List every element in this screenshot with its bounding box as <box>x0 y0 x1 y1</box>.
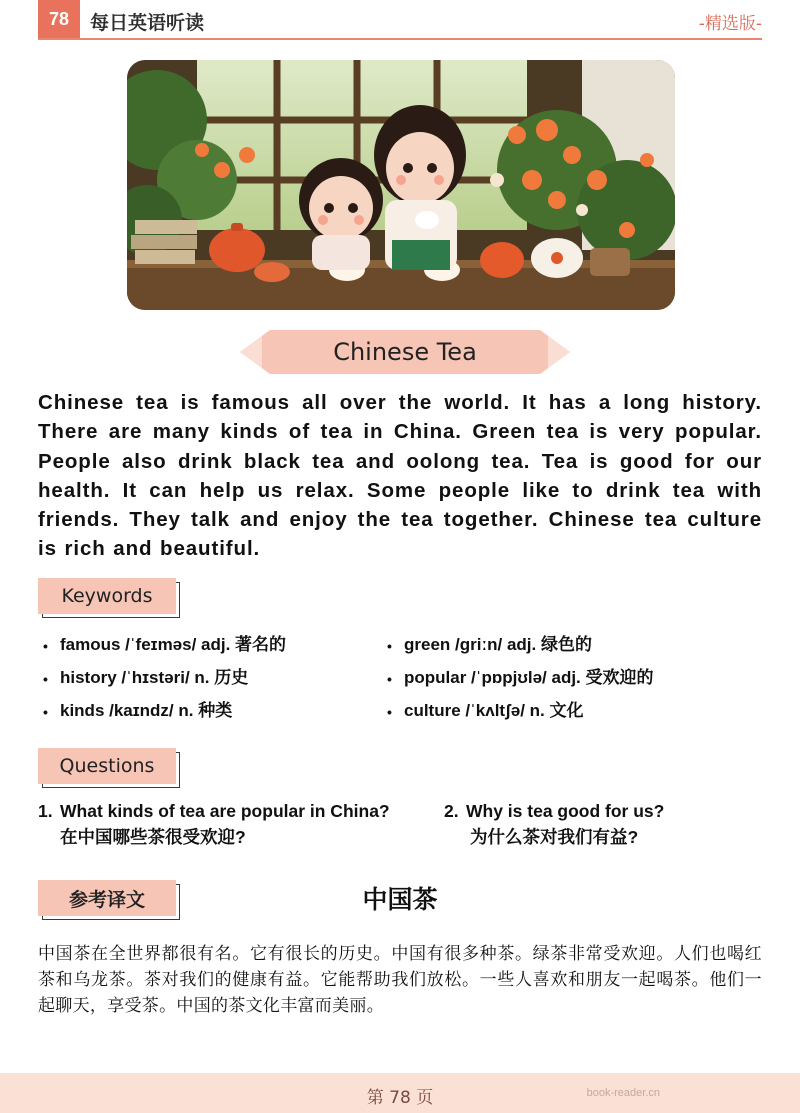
page-number-badge: 78 <box>38 0 80 38</box>
lesson-title: Chinese Tea <box>333 338 477 366</box>
question-number: 2. <box>444 801 459 821</box>
tea-illustration <box>127 60 675 310</box>
page-header <box>38 0 762 40</box>
question-chinese: 在中国哪些茶很受欢迎? <box>60 827 246 847</box>
reading-passage: Chinese tea is famous all over the world. It has a long history. There are many kinds of tea in China. Green tea is very popular. People also drink black tea and oolong tea. Tea is good for our health. It can help us relax. Some people like to drink tea with friends. They talk and enjoy the tea together. Chinese tea culture is rich and beautiful. <box>38 391 762 561</box>
footer-page-number: 第 78 页 <box>366 1088 434 1108</box>
question-2 <box>444 798 744 852</box>
questions-label: Questions <box>38 748 176 784</box>
question-english: What kinds of tea are popular in China? <box>60 801 390 821</box>
lesson-title-ribbon <box>240 330 570 374</box>
keywords-label: Keywords <box>38 578 176 614</box>
translation-label: 参考译文 <box>38 880 176 916</box>
keyword-item: • green /ɡriːn/ adj. 绿色的 <box>384 634 654 667</box>
translation-passage: 中国茶在全世界都很有名。它有很长的历史。中国有很多种茶。绿茶非常受欢迎。人们也喝红茶和乌龙茶。茶对我们的健康有益。它能帮助我们放松。一些人喜欢和朋友一起喝茶。他们一起聊天，享受茶。中国的茶文化丰富而美丽。 <box>38 944 762 1016</box>
header-title: 每日英语听读 <box>90 12 205 34</box>
translation-title: 中国茶 <box>362 885 438 914</box>
question-english: Why is tea good for us? <box>466 801 665 821</box>
keyword-item: • kinds /kaɪndz/ n. 种类 <box>40 700 286 733</box>
keyword-item: • history /ˈhɪstəri/ n. 历史 <box>40 667 286 700</box>
keyword-item: • famous /ˈfeɪməs/ adj. 著名的 <box>40 634 286 667</box>
questions-tag <box>38 748 176 784</box>
question-1 <box>38 798 438 852</box>
watermark: book-reader.cn <box>586 1087 660 1099</box>
page-footer <box>0 1073 800 1113</box>
translation-tag <box>38 880 176 916</box>
keywords-list-right <box>384 634 654 733</box>
edition-label: -精选版- <box>698 14 762 34</box>
keywords-tag <box>38 578 176 614</box>
keywords-list-left <box>40 634 286 733</box>
question-number: 1. <box>38 801 53 821</box>
keyword-item: • culture /ˈkʌltʃə/ n. 文化 <box>384 700 654 733</box>
keyword-item: • popular /ˈpɒpjʊlə/ adj. 受欢迎的 <box>384 667 654 700</box>
question-chinese: 为什么茶对我们有益? <box>470 827 639 847</box>
